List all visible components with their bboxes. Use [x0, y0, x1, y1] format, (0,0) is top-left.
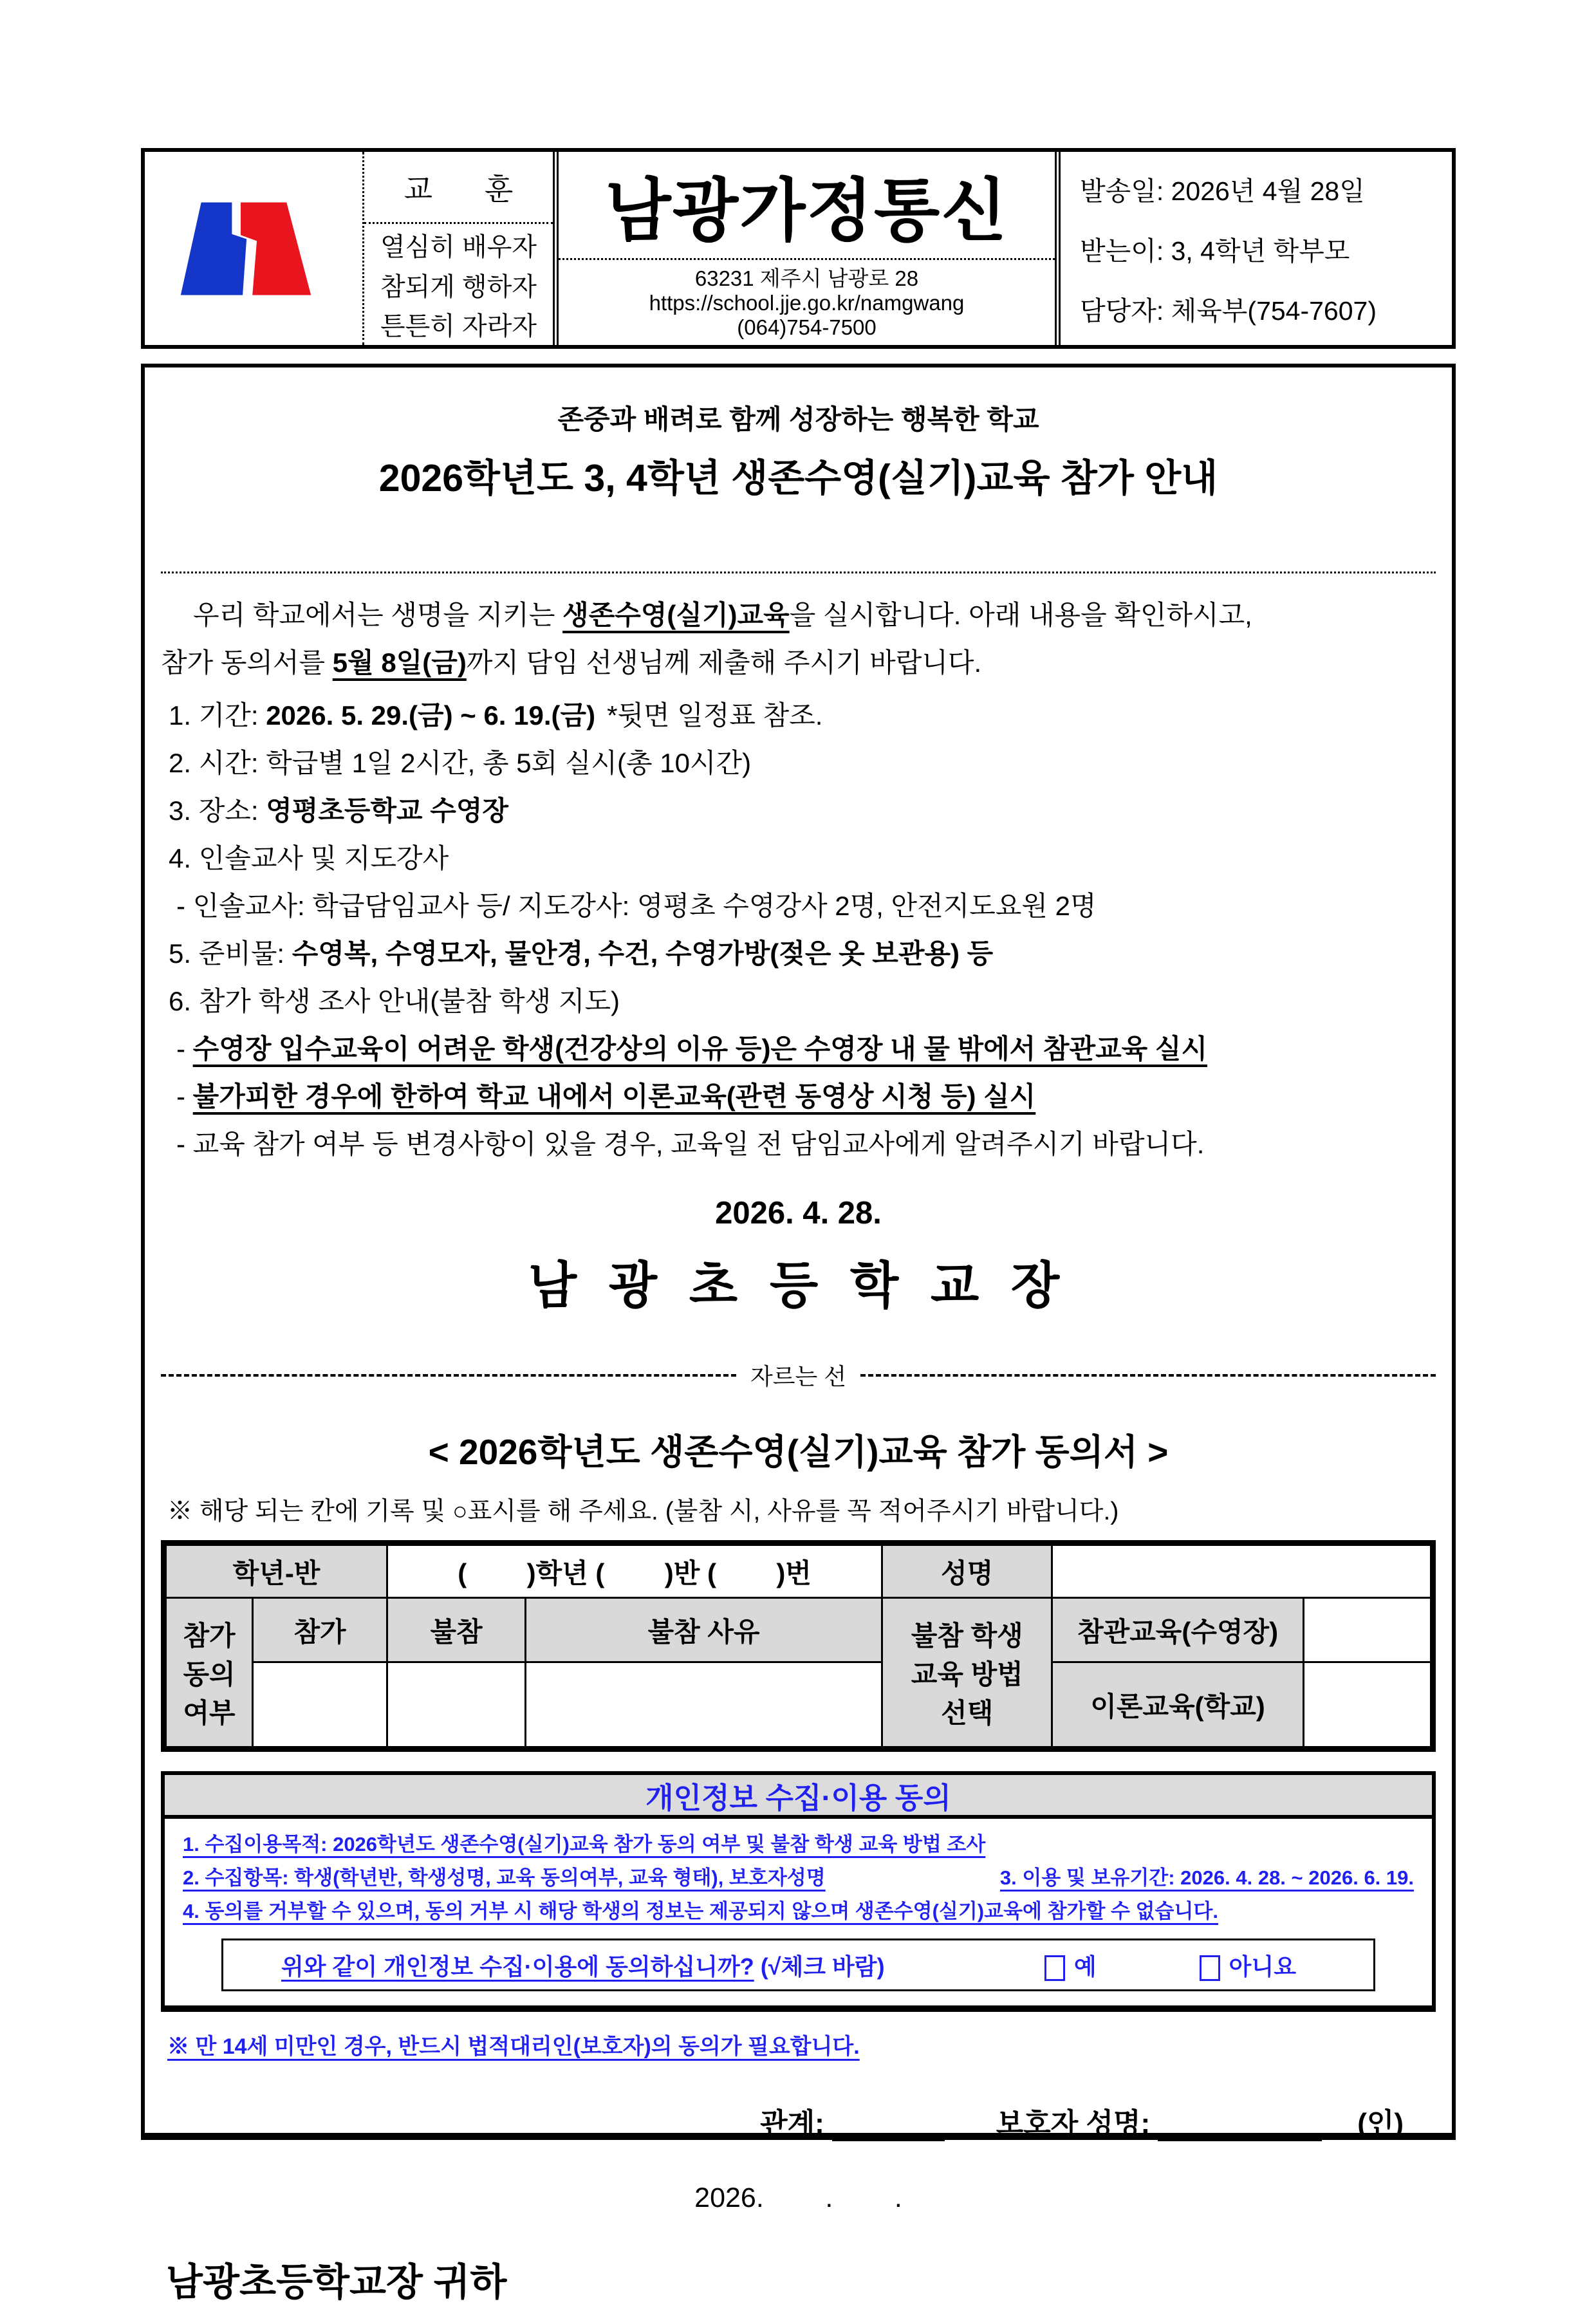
privacy-body: [165, 1819, 1432, 2005]
dispatch-info-cell: [1055, 152, 1452, 345]
list-item-time: 2. 시간: 학급별 1일 2시간, 총 5회 실시(총 10시간): [169, 748, 752, 778]
list-subitem-theory: [161, 1073, 1436, 1120]
list-item-survey: 6. 참가 학생 조사 안내(불참 학생 지도): [169, 986, 620, 1016]
cut-line: [161, 1359, 1436, 1391]
yes-checkbox[interactable]: [1044, 1955, 1065, 1981]
relation-label: 관계:: [760, 2108, 824, 2139]
privacy-title: 개인정보 수집·이용 동의: [165, 1775, 1432, 1819]
signature-row: [161, 2100, 1436, 2141]
absent-mark-cell[interactable]: [387, 1662, 526, 1749]
privacy-question: [281, 1949, 885, 1982]
intro-text: 까지 담임 선생님께 제출해 주시기 바랍니다.: [466, 647, 982, 678]
motto-cell: [362, 152, 553, 345]
school-logo-icon: [178, 176, 329, 321]
list-item-period: [161, 692, 1436, 739]
no-checkbox[interactable]: [1200, 1955, 1220, 1981]
list-subitem-staff-detail: - 인솔교사: 학급담임교사 등/ 지도강사: 영평초 수영강사 2명, 안전지도요원 2명: [176, 891, 1097, 921]
motto-lines: [364, 224, 553, 345]
item-label: 1. 기간:: [169, 700, 266, 730]
intro-line-2: [161, 639, 1436, 687]
privacy-item-refusal: 4. 동의를 거부할 수 있으며, 동의 거부 시 해당 학생의 정보는 제공되지 않으며 생존수영(실기)교육에 참가할 수 없습니다.: [183, 1900, 1218, 1922]
name-input-cell[interactable]: [1052, 1543, 1433, 1598]
dotted-divider: [161, 572, 1436, 573]
yes-label: 예: [1073, 1953, 1097, 1980]
list-subitem-observation: [161, 1025, 1436, 1073]
minor-consent-note-text: ※ 만 14세 미만인 경우, 반드시 법적대리인(보호자)의 동의가 필요합니다.: [167, 2034, 860, 2059]
masthead: [141, 148, 1456, 349]
list-item-place: [161, 787, 1436, 835]
consent-table: [161, 1540, 1436, 1752]
intro-emphasis: 생존수영(실기)교육: [562, 600, 790, 630]
list-item-supplies: [161, 930, 1436, 978]
grade-class-input[interactable]: ( )학년 ( )반 ( )번: [387, 1543, 882, 1598]
intro-text: 참가 동의서를: [161, 647, 333, 678]
consent-choice-header: 참가 동의 여부: [164, 1598, 253, 1749]
item-value: 수영복, 수영모자, 물안경, 수건, 수영가방(젖은 옷 보관용) 등: [292, 938, 994, 969]
no-label: 아니요: [1229, 1953, 1296, 1980]
observation-mark-cell[interactable]: [1303, 1598, 1433, 1662]
notice-list: [161, 692, 1436, 1168]
theory-mark-cell[interactable]: [1303, 1662, 1433, 1749]
intro-paragraph: [161, 591, 1436, 687]
item-value: 2026. 5. 29.(금) ~ 6. 19.(금): [266, 700, 596, 730]
method-option-theory: 이론교육(학교): [1052, 1662, 1303, 1749]
school-logo: [145, 152, 362, 345]
motto-line: 참되게 행하자: [380, 272, 537, 301]
seal-label: (인): [1357, 2108, 1404, 2139]
motto-title: 교 훈: [364, 152, 553, 224]
relation-input[interactable]: [832, 2111, 945, 2141]
cut-line-label: 자르는 선: [750, 1363, 847, 1390]
newsletter-title: 남광가정통신: [559, 152, 1055, 260]
addressee: 남광초등학교장 귀하: [166, 2261, 507, 2303]
notice-title: 2026학년도 3, 4학년 생존수영(실기)교육 참가 안내: [378, 457, 1218, 499]
intro-emphasis: 5월 8일(금): [332, 647, 467, 678]
privacy-option-yes[interactable]: [1044, 1949, 1097, 1982]
subitem-text: 수영장 입수교육이 어려운 학생(건강상의 이유 등)은 수영장 내 물 밖에서 참관교육 실시: [192, 1034, 1208, 1064]
name-header: 성명: [882, 1543, 1052, 1598]
consent-form-title: < 2026학년도 생존수영(실기)교육 참가 동의서 >: [428, 1432, 1169, 1472]
consent-form-note: ※ 해당 되는 칸에 기록 및 ○표시를 해 주세요. (불참 시, 사유를 꼭 적어주시기 바랍니다.): [167, 1498, 1119, 1525]
school-slogan: 존중과 배려로 함께 성장하는 행복한 학교: [557, 404, 1039, 434]
subitem-text: 불가피한 경우에 한하여 학교 내에서 이론교육(관련 동영상 시청 등) 실시: [192, 1081, 1036, 1111]
method-choice-header: 불참 학생 교육 방법 선택: [882, 1598, 1052, 1749]
absent-header: 불참: [387, 1598, 526, 1662]
issue-date: 2026. 4. 28.: [715, 1196, 882, 1231]
notice-box: [141, 364, 1456, 2303]
principal-signature: 남 광 초 등 학 교 장: [528, 1257, 1069, 1314]
newsletter-title-cell: [553, 152, 1055, 345]
intro-text: 우리 학교에서는 생명을 지키는: [193, 600, 563, 630]
grade-class-header: 학년-반: [164, 1543, 387, 1598]
privacy-option-no[interactable]: [1200, 1949, 1296, 1982]
method-option-observation: 참관교육(수영장): [1052, 1598, 1303, 1662]
privacy-question-hint: (√체크 바람): [754, 1953, 885, 1980]
motto-line: 튼튼히 자라자: [380, 311, 537, 340]
list-item-staff: 4. 인솔교사 및 지도강사: [169, 843, 449, 873]
guardian-name-input[interactable]: [1158, 2111, 1322, 2141]
motto-line: 열심히 배우자: [380, 233, 537, 262]
absent-reason-header: 불참 사유: [526, 1598, 882, 1662]
signature-date-blank[interactable]: 2026. . .: [694, 2182, 902, 2213]
cut-line-dash: [860, 1374, 1436, 1377]
item-label: 3. 장소:: [169, 795, 266, 826]
school-website: https://school.jje.go.kr/namgwang: [649, 291, 965, 315]
absent-reason-input-cell[interactable]: [526, 1662, 882, 1749]
item-label: 5. 준비물:: [169, 938, 292, 969]
intro-line-1: [161, 591, 1436, 639]
privacy-item-purpose: 1. 수집이용목적: 2026학년도 생존수영(실기)교육 참가 동의 여부 및 불참 학생 교육 방법 조사: [183, 1833, 986, 1855]
list-subitem-change-notice: - 교육 참가 여부 등 변경사항이 있을 경우, 교육일 전 담임교사에게 알려주시기 바랍니다.: [176, 1129, 1205, 1159]
cut-line-dash: [161, 1374, 736, 1377]
privacy-item-collected: 2. 수집항목: 학생(학년반, 학생성명, 교육 동의여부, 교육 형태), 보호자성명: [183, 1866, 826, 1889]
privacy-question-box: [221, 1939, 1375, 1991]
privacy-consent-box: [161, 1771, 1436, 2012]
privacy-item-row: [183, 1861, 1414, 1895]
send-date: 발송일: 2026년 4월 28일: [1080, 176, 1365, 206]
item-note: *뒷면 일정표 참조.: [607, 700, 823, 730]
attend-mark-cell[interactable]: [253, 1662, 387, 1749]
dash: -: [176, 1034, 185, 1064]
privacy-item-retention: 3. 이용 및 보유기간: 2026. 4. 28. ~ 2026. 6. 19.: [999, 1866, 1414, 1889]
intro-text: 을 실시합니다. 아래 내용을 확인하시고,: [789, 600, 1252, 630]
attend-header: 참가: [253, 1598, 387, 1662]
recipient: 받는이: 3, 4학년 학부모: [1080, 236, 1350, 266]
privacy-question-text: 위와 같이 개인정보 수집·이용에 동의하십니까?: [281, 1953, 754, 1980]
minor-consent-note: [161, 2029, 1436, 2060]
guardian-name-label: 보호자 성명:: [996, 2108, 1151, 2139]
item-value: 영평초등학교 수영장: [266, 795, 509, 826]
school-address: 63231 제주시 남광로 28: [694, 266, 919, 290]
manager: 담당자: 체육부(754-7607): [1080, 295, 1377, 326]
dash: -: [176, 1081, 185, 1111]
school-phone: (064)754-7500: [737, 315, 877, 339]
school-contact-block: [559, 260, 1055, 345]
